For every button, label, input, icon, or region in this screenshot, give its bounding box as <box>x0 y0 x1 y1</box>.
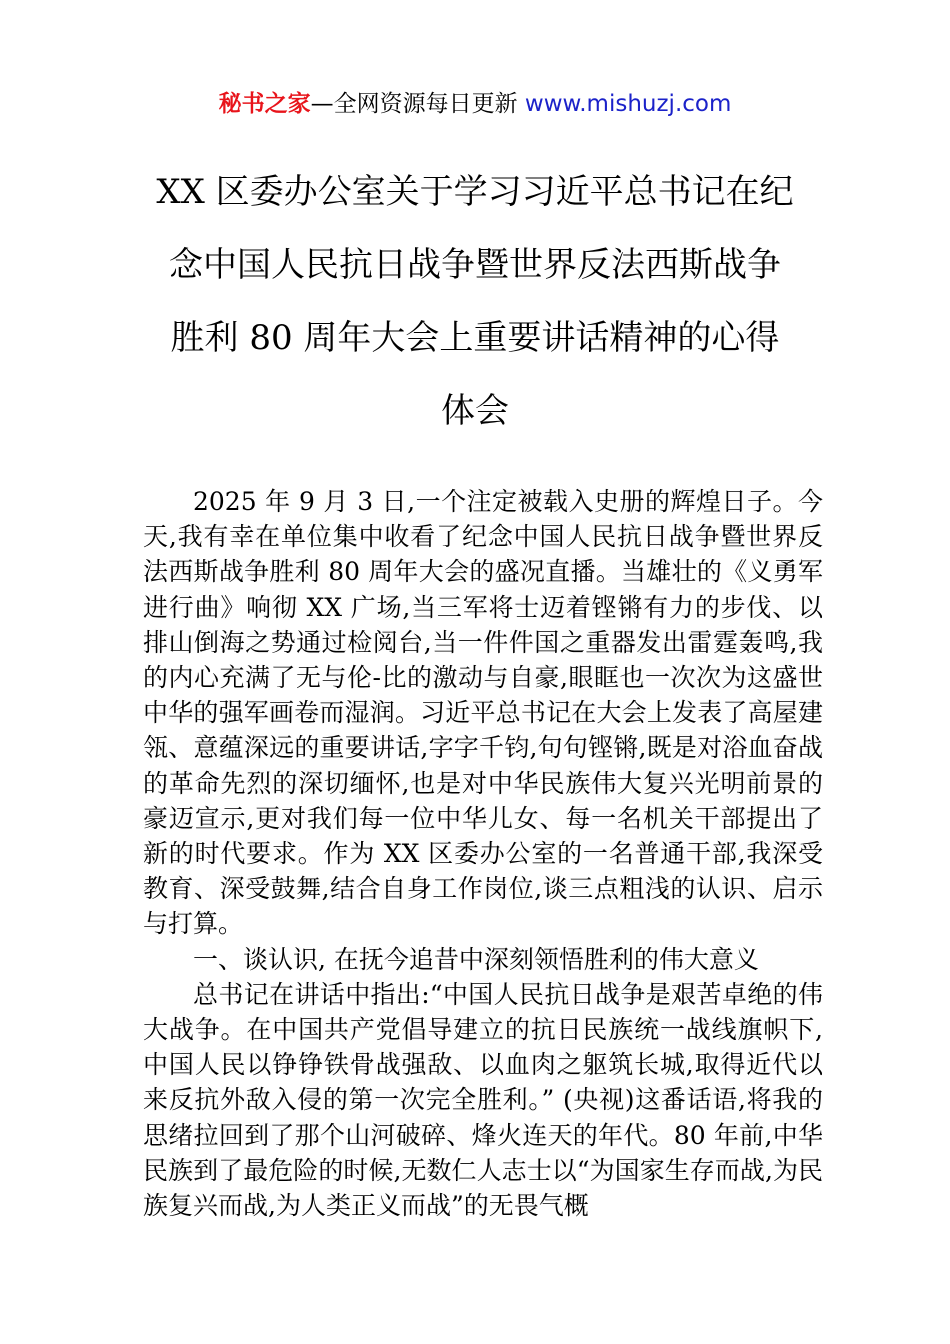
site-header <box>0 88 950 120</box>
title-line-4: 体会 <box>441 391 509 431</box>
site-brand: 秘书之家 <box>218 91 311 117</box>
title-line-1: XX 区委办公室关于学习习近平总书记在纪 <box>156 172 794 212</box>
title-line-3: 胜利 80 周年大会上重要讲话精神的心得 <box>170 318 780 358</box>
document-title <box>130 156 820 448</box>
site-url-link[interactable]: www.mishuzj.com <box>524 91 732 117</box>
title-line-2: 念中国人民抗日战争暨世界反法西斯战争 <box>169 245 781 285</box>
site-tagline: —全网资源每日更新 <box>310 91 518 117</box>
document-body <box>143 484 823 1223</box>
section-heading-1: 一、谈认识, 在抚今追昔中深刻领悟胜利的伟大意义 <box>193 944 759 974</box>
body-paragraph: 总书记在讲话中指出:“中国人民抗日战争是艰苦卓绝的伟大战争。在中国共产党倡导建立的抗日民族统一战线旗帜下,中国人民以铮铮铁骨战强敌、以血肉之躯筑长城,取得近代以来反抗外敌入侵的第一次完全胜利。” (央视)这番话语,将我的思绪拉回到了那个山河破碎、烽火连天的年代。80 年前,中华民族到了最危险的时候,无数仁人志士以“为国家生存而战,为民族复兴而战,为人类正义而战”的无畏气概 <box>143 979 823 1221</box>
intro-paragraph: 2025 年 9 月 3 日,一个注定被载入史册的辉煌日子。今天,我有幸在单位集中收看了纪念中国人民抗日战争暨世界反法西斯战争胜利 80 周年大会的盛况直播。当雄壮的《义勇军进行曲》响彻 XX 广场,当三军将士迈着铿锵有力的步伐、以排山倒海之势通过检阅台,当一件件国之重器发出雷霆轰鸣,我的内心充满了无与伦-比的激动与自豪,眼眶也一次次为这盛世中华的强军画卷而湿润。习近平总书记在大会上发表了高屋建瓴、意蕴深远的重要讲话,字字千钧,句句铿锵,既是对浴血奋战的革命先烈的深切缅怀,也是对中华民族伟大复兴光明前景的豪迈宣示,更对我们每一位中华儿女、每一名机关干部提出了新的时代要求。作为 XX 区委办公室的一名普通干部,我深受教育、深受鼓舞,结合自身工作岗位,谈三点粗浅的认识、启示与打算。 <box>143 487 823 939</box>
